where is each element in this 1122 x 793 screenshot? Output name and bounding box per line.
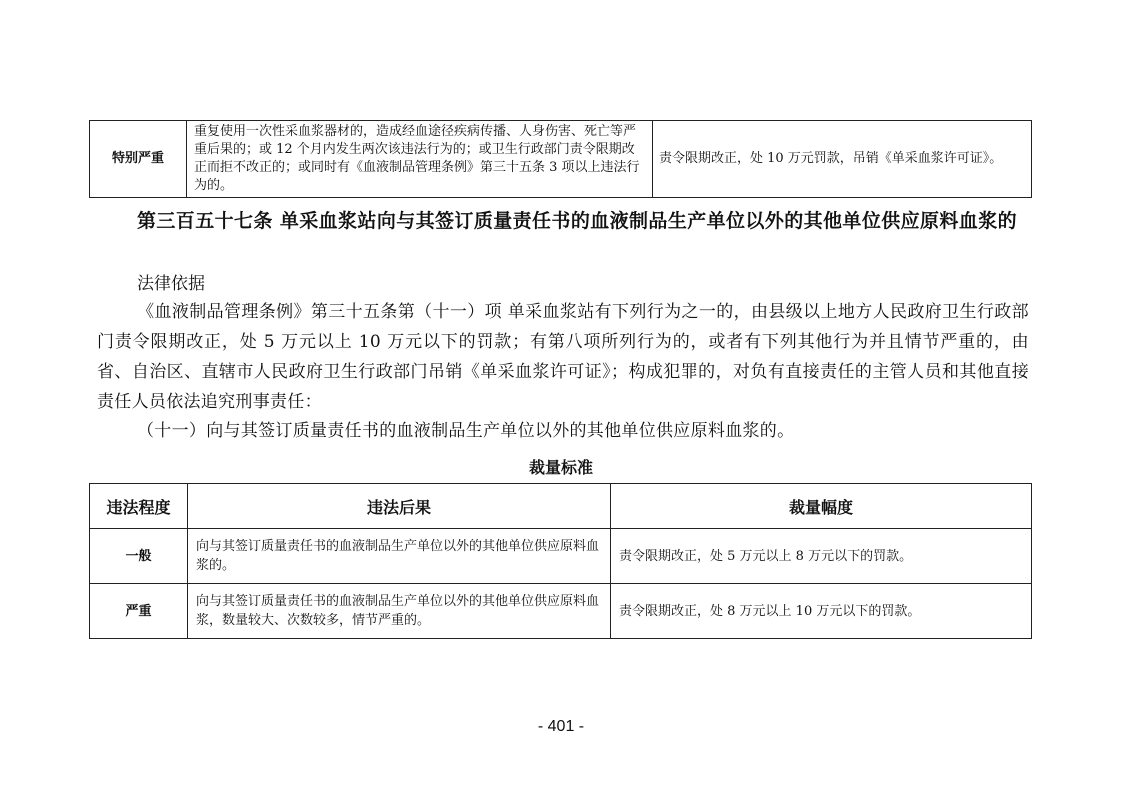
penalty-cell: 责令限期改正，处 5 万元以上 8 万元以下的罚款。 xyxy=(611,529,1032,584)
table-row xyxy=(90,529,1032,584)
severity-level-cell: 特别严重 xyxy=(90,121,187,198)
consequence-cell: 向与其签订质量责任书的血液制品生产单位以外的其他单位供应原料血浆，数量较大、次数较多，情节严重的。 xyxy=(188,584,611,639)
header-consequence: 违法后果 xyxy=(188,484,611,529)
penalty-cell: 责令限期改正，处 10 万元罚款，吊销《单采血浆许可证》。 xyxy=(653,121,1032,198)
header-penalty: 裁量幅度 xyxy=(611,484,1032,529)
legal-item-text: （十一）向与其签订质量责任书的血液制品生产单位以外的其他单位供应原料血浆的。 xyxy=(137,421,795,441)
table-row xyxy=(90,584,1032,639)
article-title xyxy=(97,206,1029,237)
consequence-cell: 向与其签订质量责任书的血液制品生产单位以外的其他单位供应原料血浆的。 xyxy=(188,529,611,584)
legal-basis-label: 法律依据 xyxy=(137,274,205,294)
standard-title: 裁量标准 xyxy=(528,458,593,477)
article-title-text: 第三百五十七条 单采血浆站向与其签订质量责任书的血液制品生产单位以外的其他单位供应原料血浆的 xyxy=(137,210,1018,232)
table-row xyxy=(90,121,1032,198)
severity-level-cell: 一般 xyxy=(90,529,188,584)
discretion-standard-table xyxy=(89,483,1032,639)
page-number: - 401 - xyxy=(537,718,585,735)
severity-level-cell: 严重 xyxy=(90,584,188,639)
penalty-cell: 责令限期改正，处 8 万元以上 10 万元以下的罚款。 xyxy=(611,584,1032,639)
header-level: 违法程度 xyxy=(90,484,188,529)
legal-basis-text: 《血液制品管理条例》第三十五条第（十一）项 单采血浆站有下列行为之一的，由县级以上地方人民政府卫生行政部门责令限期改正，处 5 万元以上 10 万元以下的罚款；有第八项所列行为的，或者有下列其他行为并且情节严重的，由省、自治区、直辖市人民政府卫生行政部门吊销《单采血浆许可证》；构成犯罪的，对负有直接责任的主管人员和其他直接责任人员依法追究刑事责任： xyxy=(97,302,1029,412)
consequence-cell: 重复使用一次性采血浆器材的，造成经血途径疾病传播、人身伤害、死亡等严重后果的；或 12 个月内发生两次该违法行为的；或卫生行政部门责令限期改正而拒不改正的；或同时有《血液制品管理条例》第三十五条 3 项以上违法行为的。 xyxy=(187,121,653,198)
legal-basis-paragraph xyxy=(97,297,1029,417)
top-standard-table xyxy=(89,120,1032,198)
table-header-row xyxy=(90,484,1032,529)
legal-item-paragraph xyxy=(97,416,1029,446)
